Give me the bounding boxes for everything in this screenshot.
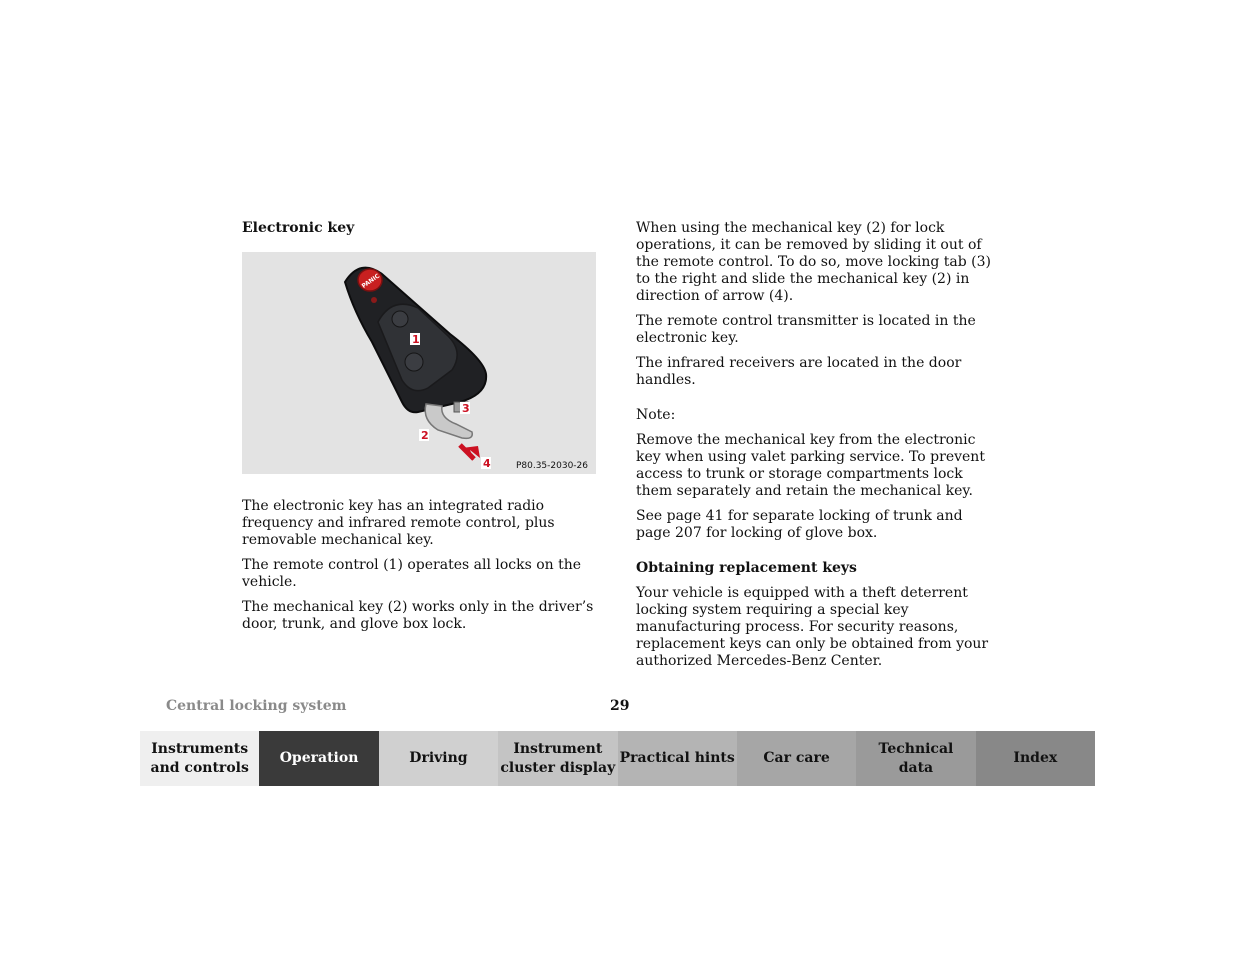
chapter-tabs — [140, 731, 1095, 786]
electronic-key-illustration — [242, 252, 596, 474]
unlock-button — [405, 353, 423, 371]
figure-code: P80.35-2030-26 — [515, 461, 588, 471]
paragraph: The remote control transmitter is located in the electronic key. — [636, 313, 976, 346]
subheading: Obtaining replacement keys — [636, 560, 857, 576]
tab-instrument-cluster-display[interactable]: Instrument cluster display — [498, 731, 617, 786]
paragraph: The remote control (1) operates all locks on the vehicle. — [242, 557, 582, 590]
callout-1: 1 — [412, 333, 420, 346]
tab-driving[interactable]: Driving — [379, 731, 498, 786]
paragraph: The electronic key has an integrated radio frequency and infrared remote control, plus removable mechanical key. — [242, 498, 555, 548]
callout-4: 4 — [483, 457, 491, 470]
callout-2: 2 — [421, 429, 429, 442]
tab-technical-data[interactable]: Technical data — [856, 731, 975, 786]
paragraph: When using the mechanical key (2) for lock operations, it can be removed by sliding it out of the remote control. To do so, move locking tab (3) to the right and slide the mechanical key (2) in direction of arrow (4). — [636, 220, 992, 304]
page-number: 29 — [610, 698, 630, 714]
indicator-light — [371, 297, 377, 303]
lock-button — [392, 311, 408, 327]
paragraph: The infrared receivers are located in the door handles. — [636, 355, 962, 388]
paragraph: Your vehicle is equipped with a theft deterrent locking system requiring a special key manufacturing process. For security reasons, replacement keys can only be obtained from your authorized Mercedes-Benz Center. — [636, 585, 989, 669]
left-column — [242, 220, 604, 641]
callout-3: 3 — [462, 402, 470, 415]
electronic-key-figure — [242, 252, 596, 474]
section-heading: Electronic key — [242, 220, 355, 236]
right-column — [636, 220, 998, 678]
note-paragraph: See page 41 for separate locking of trunk and page 207 for locking of glove box. — [636, 508, 963, 541]
footer-section-title: Central locking system — [166, 698, 347, 714]
panic-button-label: PANIC — [360, 272, 382, 290]
note-paragraph: Remove the mechanical key from the electronic key when using valet parking service. To prevent access to trunk or storage compartments lock them separately and retain the mechanical key. — [636, 432, 985, 499]
tab-index[interactable]: Index — [976, 731, 1095, 786]
tab-instruments-and-controls[interactable]: Instruments and controls — [140, 731, 259, 786]
paragraph: The mechanical key (2) works only in the driver’s door, trunk, and glove box lock. — [242, 599, 594, 632]
tab-operation[interactable]: Operation — [259, 731, 378, 786]
tab-car-care[interactable]: Car care — [737, 731, 856, 786]
tab-practical-hints[interactable]: Practical hints — [618, 731, 737, 786]
note-label: Note: — [636, 407, 676, 423]
